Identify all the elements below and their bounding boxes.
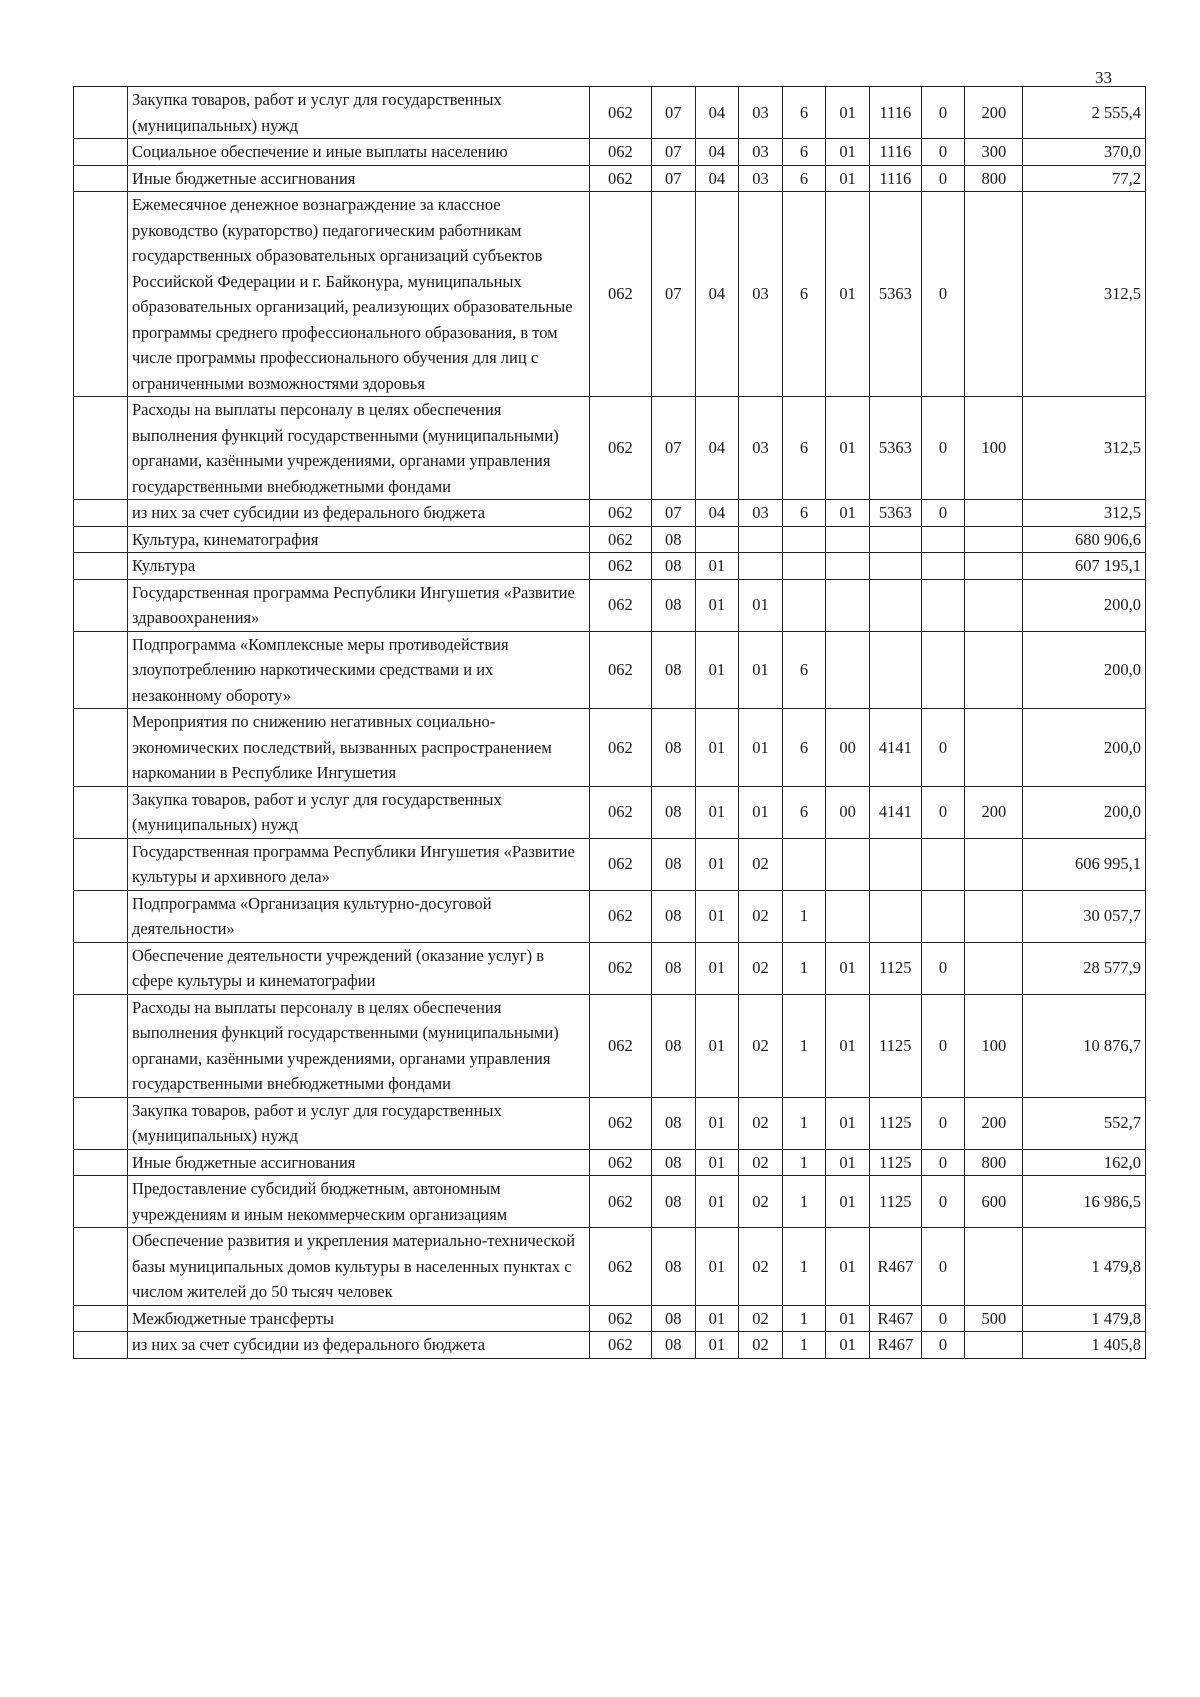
- table-row: [74, 1305, 1146, 1332]
- item-name: Мероприятия по снижению негативных социально-экономических последствий, вызванных распространением наркомании в Республике Ингушетия: [127, 709, 589, 787]
- direction-suffix: [921, 631, 965, 709]
- program-code: [739, 526, 783, 553]
- item-name: Ежемесячное денежное вознаграждение за классное руководство (кураторство) педагогическим работникам государственных образовательных организаций субъектов Российской Федерации и г. Байконура, муниципальных образовательных организаций, реализующих образовательные программы среднего профессионального образования, в том числе программы профессионального обучения для лиц с ограниченными возможностями здоровья: [127, 192, 589, 397]
- program-code: 02: [739, 1149, 783, 1176]
- event-code: 01: [826, 192, 870, 397]
- amount: 312,5: [1023, 397, 1146, 500]
- amount: 162,0: [1023, 1149, 1146, 1176]
- program-code: 02: [739, 994, 783, 1097]
- subprogram-code: 6: [782, 631, 826, 709]
- ministry-code: 062: [589, 165, 651, 192]
- expense-type-code: 300: [965, 139, 1023, 166]
- program-code: 03: [739, 139, 783, 166]
- event-code: [826, 553, 870, 580]
- table-row: [74, 1228, 1146, 1306]
- section-code: 08: [652, 1305, 696, 1332]
- table-row: [74, 942, 1146, 994]
- event-code: [826, 838, 870, 890]
- event-code: [826, 631, 870, 709]
- ministry-code: 062: [589, 838, 651, 890]
- table-row: [74, 165, 1146, 192]
- item-name: Обеспечение развития и укрепления материально-технической базы муниципальных домов культуры в населенных пунктах с числом жителей до 50 тысяч человек: [127, 1228, 589, 1306]
- row-number-cell: [74, 87, 128, 139]
- subprogram-code: 1: [782, 890, 826, 942]
- row-number-cell: [74, 709, 128, 787]
- direction-code: 1116: [869, 139, 921, 166]
- subprogram-code: 1: [782, 942, 826, 994]
- direction-code: 1125: [869, 994, 921, 1097]
- row-number-cell: [74, 838, 128, 890]
- row-number-cell: [74, 631, 128, 709]
- direction-suffix: [921, 526, 965, 553]
- direction-suffix: 0: [921, 1228, 965, 1306]
- section-code: 08: [652, 786, 696, 838]
- program-code: 02: [739, 838, 783, 890]
- amount: 1 479,8: [1023, 1305, 1146, 1332]
- event-code: 00: [826, 786, 870, 838]
- subprogram-code: 6: [782, 397, 826, 500]
- table-row: [74, 631, 1146, 709]
- subprogram-code: 1: [782, 1176, 826, 1228]
- section-code: 08: [652, 1332, 696, 1359]
- row-number-cell: [74, 165, 128, 192]
- table-row: [74, 579, 1146, 631]
- table-row: [74, 890, 1146, 942]
- section-code: 08: [652, 1149, 696, 1176]
- section-code: 08: [652, 890, 696, 942]
- item-name: из них за счет субсидии из федерального бюджета: [127, 1332, 589, 1359]
- row-number-cell: [74, 1332, 128, 1359]
- subsection-code: 01: [695, 1332, 739, 1359]
- direction-code: 4141: [869, 786, 921, 838]
- item-name: Подпрограмма «Организация культурно-досуговой деятельности»: [127, 890, 589, 942]
- section-code: 07: [652, 192, 696, 397]
- event-code: 01: [826, 397, 870, 500]
- subsection-code: 01: [695, 709, 739, 787]
- direction-suffix: 0: [921, 942, 965, 994]
- subprogram-code: [782, 838, 826, 890]
- subprogram-code: 1: [782, 1149, 826, 1176]
- subsection-code: 04: [695, 165, 739, 192]
- subsection-code: 04: [695, 397, 739, 500]
- section-code: 08: [652, 709, 696, 787]
- direction-suffix: 0: [921, 397, 965, 500]
- program-code: 02: [739, 1305, 783, 1332]
- section-code: 08: [652, 994, 696, 1097]
- section-code: 07: [652, 139, 696, 166]
- ministry-code: 062: [589, 786, 651, 838]
- direction-suffix: [921, 553, 965, 580]
- subprogram-code: 6: [782, 786, 826, 838]
- direction-suffix: 0: [921, 1332, 965, 1359]
- subsection-code: 01: [695, 942, 739, 994]
- row-number-cell: [74, 500, 128, 527]
- event-code: 01: [826, 1176, 870, 1228]
- row-number-cell: [74, 579, 128, 631]
- subsection-code: 01: [695, 1176, 739, 1228]
- direction-code: 1125: [869, 1176, 921, 1228]
- table-row: [74, 526, 1146, 553]
- table-body: [74, 87, 1146, 1359]
- table-row: [74, 786, 1146, 838]
- program-code: 01: [739, 786, 783, 838]
- program-code: [739, 553, 783, 580]
- row-number-cell: [74, 942, 128, 994]
- subsection-code: 01: [695, 1305, 739, 1332]
- item-name: Культура, кинематография: [127, 526, 589, 553]
- section-code: 08: [652, 631, 696, 709]
- item-name: из них за счет субсидии из федерального бюджета: [127, 500, 589, 527]
- ministry-code: 062: [589, 553, 651, 580]
- item-name: Подпрограмма «Комплексные меры противодействия злоупотреблению наркотическими средствами и их незаконному обороту»: [127, 631, 589, 709]
- subprogram-code: 6: [782, 87, 826, 139]
- event-code: 01: [826, 1305, 870, 1332]
- item-name: Предоставление субсидий бюджетным, автономным учреждениям и иным некоммерческим организациям: [127, 1176, 589, 1228]
- direction-suffix: 0: [921, 1305, 965, 1332]
- row-number-cell: [74, 1149, 128, 1176]
- amount: 77,2: [1023, 165, 1146, 192]
- table-row: [74, 139, 1146, 166]
- subsection-code: [695, 526, 739, 553]
- direction-code: [869, 631, 921, 709]
- direction-code: [869, 838, 921, 890]
- subprogram-code: 1: [782, 1097, 826, 1149]
- subprogram-code: [782, 579, 826, 631]
- expense-type-code: [965, 1332, 1023, 1359]
- expense-type-code: [965, 192, 1023, 397]
- program-code: 01: [739, 709, 783, 787]
- ministry-code: 062: [589, 709, 651, 787]
- event-code: [826, 526, 870, 553]
- ministry-code: 062: [589, 579, 651, 631]
- section-code: 08: [652, 553, 696, 580]
- subprogram-code: 6: [782, 500, 826, 527]
- program-code: 01: [739, 579, 783, 631]
- ministry-code: 062: [589, 1176, 651, 1228]
- subprogram-code: 1: [782, 1228, 826, 1306]
- row-number-cell: [74, 1305, 128, 1332]
- direction-suffix: 0: [921, 500, 965, 527]
- table-row: [74, 87, 1146, 139]
- item-name: Социальное обеспечение и иные выплаты населению: [127, 139, 589, 166]
- expense-type-code: 100: [965, 994, 1023, 1097]
- amount: 16 986,5: [1023, 1176, 1146, 1228]
- amount: 2 555,4: [1023, 87, 1146, 139]
- ministry-code: 062: [589, 500, 651, 527]
- expense-type-code: [965, 838, 1023, 890]
- section-code: 08: [652, 838, 696, 890]
- item-name: Иные бюджетные ассигнования: [127, 165, 589, 192]
- program-code: 03: [739, 87, 783, 139]
- subprogram-code: 1: [782, 1305, 826, 1332]
- direction-code: 1125: [869, 1149, 921, 1176]
- direction-code: R467: [869, 1228, 921, 1306]
- section-code: 08: [652, 526, 696, 553]
- direction-suffix: 0: [921, 786, 965, 838]
- event-code: 01: [826, 1149, 870, 1176]
- expense-type-code: [965, 579, 1023, 631]
- event-code: 01: [826, 1097, 870, 1149]
- section-code: 08: [652, 579, 696, 631]
- subsection-code: 04: [695, 500, 739, 527]
- program-code: 02: [739, 942, 783, 994]
- expense-type-code: [965, 942, 1023, 994]
- amount: 10 876,7: [1023, 994, 1146, 1097]
- subprogram-code: 6: [782, 192, 826, 397]
- ministry-code: 062: [589, 1332, 651, 1359]
- table-row: [74, 397, 1146, 500]
- ministry-code: 062: [589, 139, 651, 166]
- item-name: Иные бюджетные ассигнования: [127, 1149, 589, 1176]
- ministry-code: 062: [589, 631, 651, 709]
- event-code: 01: [826, 942, 870, 994]
- expense-type-code: 100: [965, 397, 1023, 500]
- ministry-code: 062: [589, 1149, 651, 1176]
- direction-code: 5363: [869, 500, 921, 527]
- direction-code: [869, 579, 921, 631]
- program-code: 03: [739, 500, 783, 527]
- event-code: [826, 579, 870, 631]
- table-row: [74, 1332, 1146, 1359]
- table-row: [74, 1097, 1146, 1149]
- amount: 607 195,1: [1023, 553, 1146, 580]
- direction-code: [869, 890, 921, 942]
- item-name: Межбюджетные трансферты: [127, 1305, 589, 1332]
- amount: 200,0: [1023, 786, 1146, 838]
- program-code: 02: [739, 1228, 783, 1306]
- subsection-code: 01: [695, 786, 739, 838]
- program-code: 02: [739, 1176, 783, 1228]
- amount: 552,7: [1023, 1097, 1146, 1149]
- event-code: 01: [826, 87, 870, 139]
- direction-suffix: 0: [921, 1097, 965, 1149]
- subprogram-code: 6: [782, 165, 826, 192]
- row-number-cell: [74, 1228, 128, 1306]
- section-code: 08: [652, 942, 696, 994]
- expense-type-code: 600: [965, 1176, 1023, 1228]
- section-code: 07: [652, 87, 696, 139]
- program-code: 02: [739, 1332, 783, 1359]
- expense-type-code: [965, 709, 1023, 787]
- item-name: Закупка товаров, работ и услуг для государственных (муниципальных) нужд: [127, 87, 589, 139]
- subsection-code: 04: [695, 139, 739, 166]
- subprogram-code: [782, 526, 826, 553]
- subsection-code: 01: [695, 553, 739, 580]
- ministry-code: 062: [589, 526, 651, 553]
- expense-type-code: [965, 1228, 1023, 1306]
- subprogram-code: 6: [782, 139, 826, 166]
- direction-suffix: 0: [921, 994, 965, 1097]
- ministry-code: 062: [589, 397, 651, 500]
- program-code: 02: [739, 890, 783, 942]
- program-code: 03: [739, 165, 783, 192]
- row-number-cell: [74, 890, 128, 942]
- item-name: Обеспечение деятельности учреждений (оказание услуг) в сфере культуры и кинематографии: [127, 942, 589, 994]
- event-code: 01: [826, 500, 870, 527]
- direction-code: 1125: [869, 1097, 921, 1149]
- table-row: [74, 1176, 1146, 1228]
- subsection-code: 01: [695, 631, 739, 709]
- expense-type-code: 200: [965, 1097, 1023, 1149]
- row-number-cell: [74, 553, 128, 580]
- expense-type-code: 200: [965, 786, 1023, 838]
- event-code: 01: [826, 1332, 870, 1359]
- section-code: 07: [652, 500, 696, 527]
- expense-type-code: [965, 631, 1023, 709]
- subsection-code: 01: [695, 1149, 739, 1176]
- direction-code: 4141: [869, 709, 921, 787]
- row-number-cell: [74, 139, 128, 166]
- direction-suffix: 0: [921, 165, 965, 192]
- table-row: [74, 709, 1146, 787]
- ministry-code: 062: [589, 192, 651, 397]
- direction-code: [869, 553, 921, 580]
- table-row: [74, 192, 1146, 397]
- row-number-cell: [74, 786, 128, 838]
- direction-code: R467: [869, 1305, 921, 1332]
- item-name: Закупка товаров, работ и услуг для государственных (муниципальных) нужд: [127, 1097, 589, 1149]
- subsection-code: 01: [695, 890, 739, 942]
- expense-type-code: 800: [965, 1149, 1023, 1176]
- direction-code: 1116: [869, 165, 921, 192]
- direction-code: 1116: [869, 87, 921, 139]
- amount: 200,0: [1023, 631, 1146, 709]
- direction-code: R467: [869, 1332, 921, 1359]
- program-code: 03: [739, 192, 783, 397]
- row-number-cell: [74, 192, 128, 397]
- ministry-code: 062: [589, 890, 651, 942]
- event-code: 01: [826, 1228, 870, 1306]
- expense-type-code: 500: [965, 1305, 1023, 1332]
- item-name: Государственная программа Республики Ингушетия «Развитие культуры и архивного дела»: [127, 838, 589, 890]
- ministry-code: 062: [589, 1305, 651, 1332]
- ministry-code: 062: [589, 87, 651, 139]
- direction-suffix: 0: [921, 192, 965, 397]
- subprogram-code: 1: [782, 1332, 826, 1359]
- direction-suffix: [921, 579, 965, 631]
- amount: 370,0: [1023, 139, 1146, 166]
- expense-type-code: [965, 553, 1023, 580]
- amount: 200,0: [1023, 579, 1146, 631]
- page-number: 33: [1095, 68, 1112, 87]
- budget-table: [73, 86, 1146, 1359]
- subsection-code: 01: [695, 838, 739, 890]
- program-code: 02: [739, 1097, 783, 1149]
- direction-suffix: 0: [921, 139, 965, 166]
- event-code: 01: [826, 994, 870, 1097]
- subsection-code: 01: [695, 579, 739, 631]
- subsection-code: 04: [695, 87, 739, 139]
- direction-code: 5363: [869, 397, 921, 500]
- section-code: 07: [652, 397, 696, 500]
- item-name: Закупка товаров, работ и услуг для государственных (муниципальных) нужд: [127, 786, 589, 838]
- table-row: [74, 1149, 1146, 1176]
- amount: 312,5: [1023, 500, 1146, 527]
- expense-type-code: [965, 890, 1023, 942]
- subsection-code: 01: [695, 1097, 739, 1149]
- amount: 606 995,1: [1023, 838, 1146, 890]
- event-code: 01: [826, 139, 870, 166]
- program-code: 03: [739, 397, 783, 500]
- event-code: [826, 890, 870, 942]
- table-row: [74, 838, 1146, 890]
- ministry-code: 062: [589, 1228, 651, 1306]
- direction-suffix: [921, 890, 965, 942]
- ministry-code: 062: [589, 942, 651, 994]
- subsection-code: 01: [695, 1228, 739, 1306]
- direction-code: [869, 526, 921, 553]
- subprogram-code: 1: [782, 994, 826, 1097]
- direction-suffix: [921, 838, 965, 890]
- subsection-code: 01: [695, 994, 739, 1097]
- ministry-code: 062: [589, 1097, 651, 1149]
- item-name: Культура: [127, 553, 589, 580]
- amount: 200,0: [1023, 709, 1146, 787]
- item-name: Расходы на выплаты персоналу в целях обеспечения выполнения функций государственными (муниципальными) органами, казёнными учреждениями, органами управления государственными внебюджетными фондами: [127, 397, 589, 500]
- expense-type-code: [965, 500, 1023, 527]
- subprogram-code: [782, 553, 826, 580]
- direction-suffix: 0: [921, 709, 965, 787]
- expense-type-code: [965, 526, 1023, 553]
- table-row: [74, 553, 1146, 580]
- direction-code: 5363: [869, 192, 921, 397]
- direction-suffix: 0: [921, 1149, 965, 1176]
- section-code: 08: [652, 1176, 696, 1228]
- table-row: [74, 994, 1146, 1097]
- item-name: Государственная программа Республики Ингушетия «Развитие здравоохранения»: [127, 579, 589, 631]
- row-number-cell: [74, 994, 128, 1097]
- row-number-cell: [74, 1176, 128, 1228]
- section-code: 08: [652, 1097, 696, 1149]
- expense-type-code: 800: [965, 165, 1023, 192]
- amount: 1 405,8: [1023, 1332, 1146, 1359]
- amount: 30 057,7: [1023, 890, 1146, 942]
- subprogram-code: 6: [782, 709, 826, 787]
- item-name: Расходы на выплаты персоналу в целях обеспечения выполнения функций государственными (муниципальными) органами, казёнными учреждениями, органами управления государственными внебюджетными фондами: [127, 994, 589, 1097]
- program-code: 01: [739, 631, 783, 709]
- row-number-cell: [74, 1097, 128, 1149]
- amount: 28 577,9: [1023, 942, 1146, 994]
- row-number-cell: [74, 526, 128, 553]
- ministry-code: 062: [589, 994, 651, 1097]
- section-code: 07: [652, 165, 696, 192]
- subsection-code: 04: [695, 192, 739, 397]
- direction-code: 1125: [869, 942, 921, 994]
- section-code: 08: [652, 1228, 696, 1306]
- direction-suffix: 0: [921, 87, 965, 139]
- expense-type-code: 200: [965, 87, 1023, 139]
- direction-suffix: 0: [921, 1176, 965, 1228]
- amount: 1 479,8: [1023, 1228, 1146, 1306]
- amount: 680 906,6: [1023, 526, 1146, 553]
- amount: 312,5: [1023, 192, 1146, 397]
- event-code: 00: [826, 709, 870, 787]
- table-row: [74, 500, 1146, 527]
- row-number-cell: [74, 397, 128, 500]
- event-code: 01: [826, 165, 870, 192]
